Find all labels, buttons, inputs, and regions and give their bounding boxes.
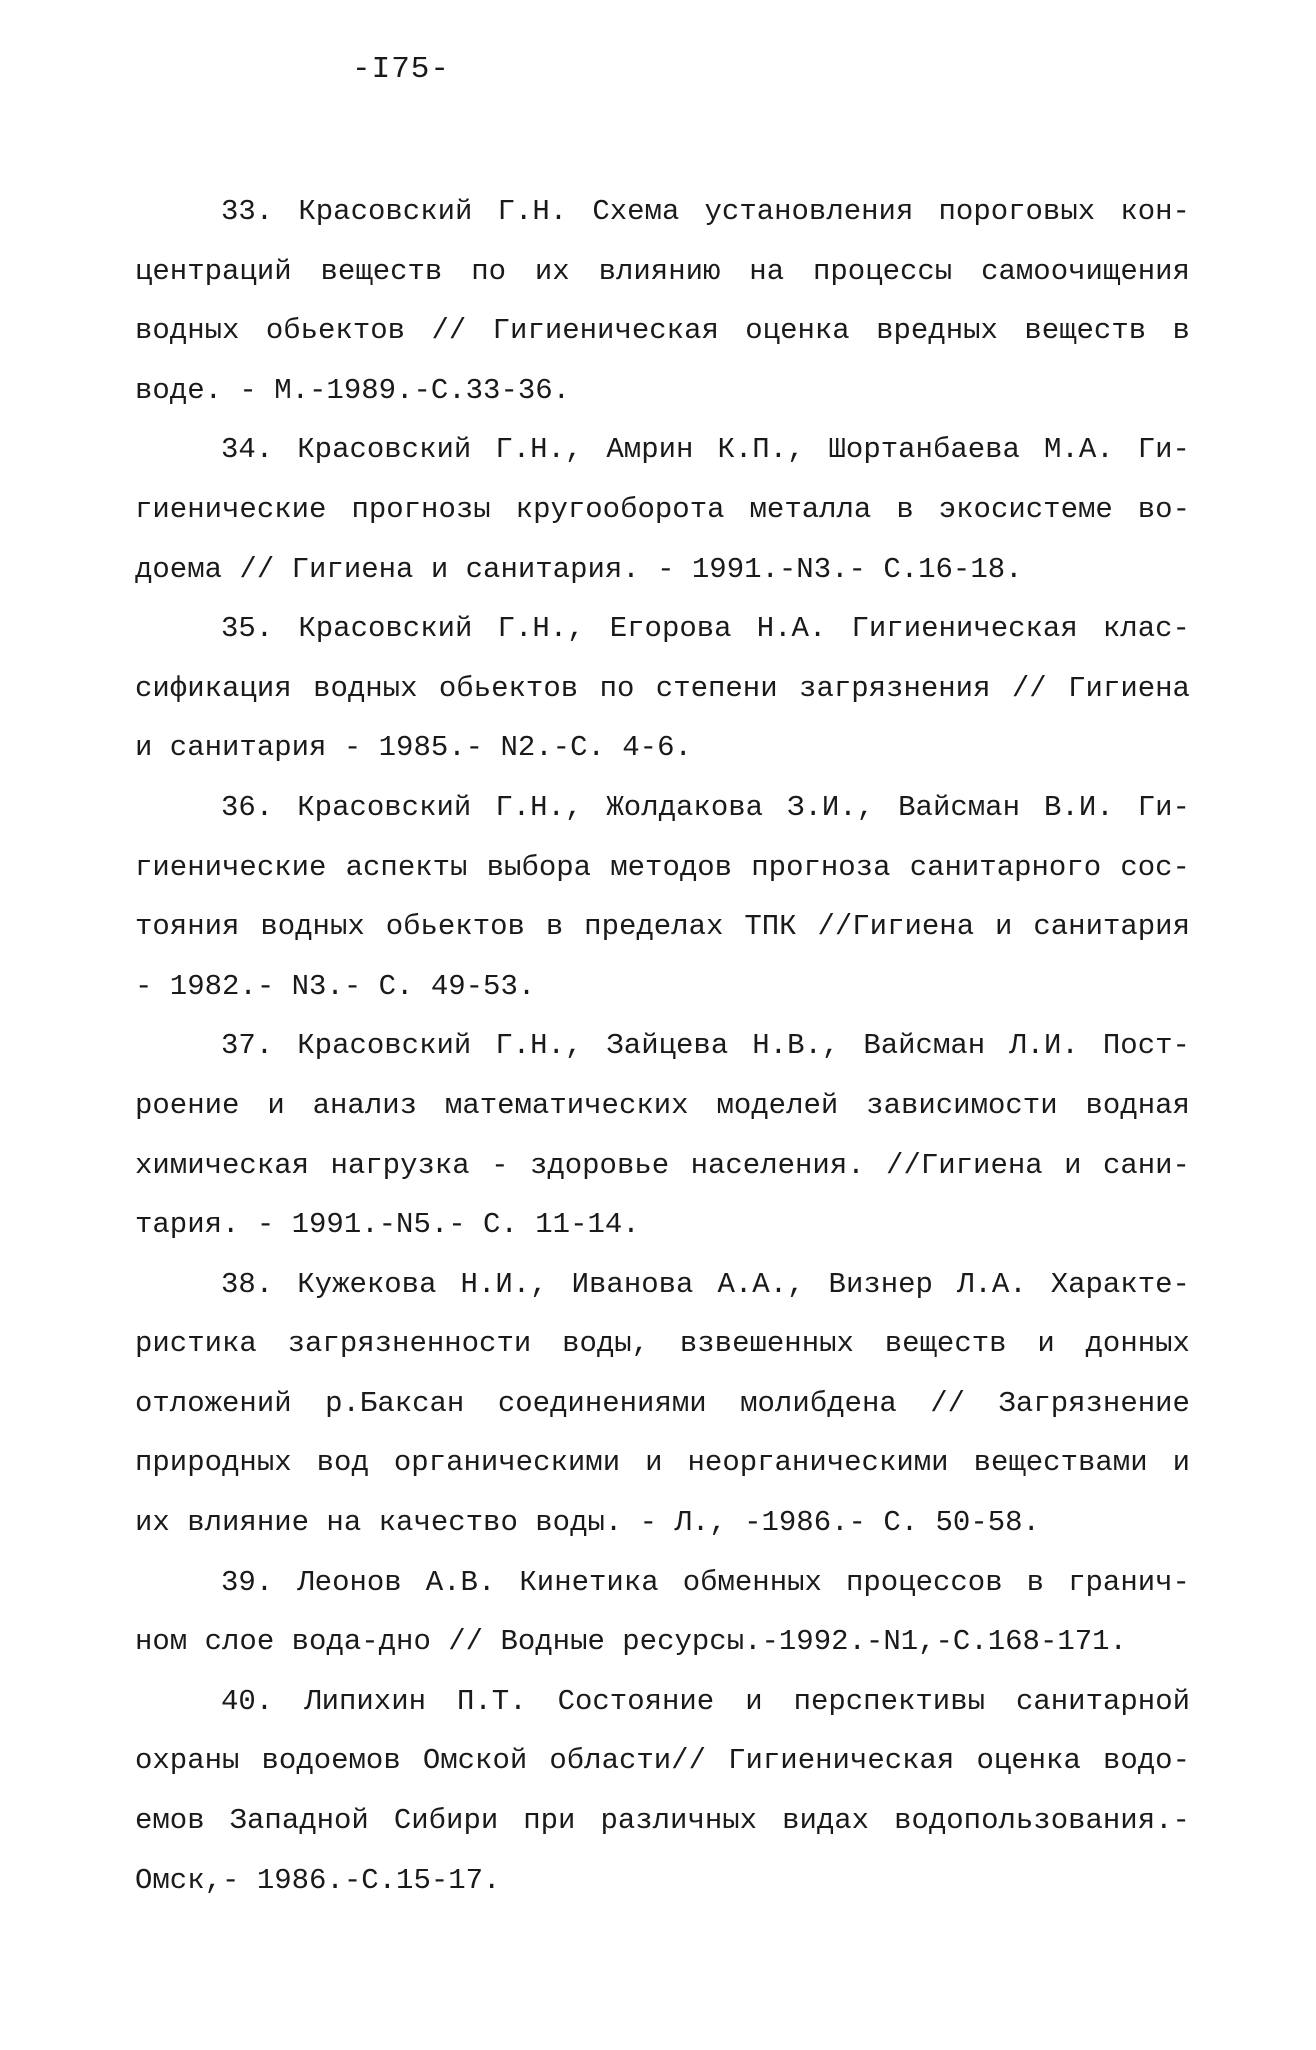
reference-line: гиенические аспекты выбора методов прогноза санитарного сос- — [135, 850, 1190, 884]
reference-line: 38. Кужекова Н.И., Иванова А.А., Визнер Л.А. Характе- — [221, 1267, 1190, 1301]
reference-line: и санитария - 1985.- N2.-С. 4-6. — [135, 731, 692, 765]
reference-line: отложений р.Баксан соединениями молибдена // Загрязнение — [135, 1386, 1190, 1420]
reference-entry — [135, 420, 1190, 599]
reference-line: 36. Красовский Г.Н., Жолдакова З.И., Вайсман В.И. Ги- — [221, 790, 1190, 824]
reference-line: охраны водоемов Омской области// Гигиеническая оценка водо- — [135, 1744, 1190, 1778]
reference-line: ристика загрязненности воды, взвешенных веществ и донных — [135, 1327, 1190, 1361]
reference-line: - 1982.- N3.- С. 49-53. — [135, 969, 536, 1003]
reference-entry — [135, 778, 1190, 1016]
reference-line: 33. Красовский Г.Н. Схема установления пороговых кон- — [221, 195, 1190, 228]
reference-entry — [135, 1016, 1190, 1254]
reference-line: химическая нагрузка - здоровье населения. //Гигиена и сани- — [135, 1148, 1190, 1182]
reference-line: тояния водных обьектов в пределах ТПК //Гигиена и санитария — [135, 910, 1190, 944]
reference-line: Омск,- 1986.-С.15-17. — [135, 1863, 501, 1897]
reference-line: емов Западной Сибири при различных видах водопользования.- — [135, 1804, 1190, 1838]
reference-line: доема // Гигиена и санитария. - 1991.-N3.- С.16-18. — [135, 552, 1023, 586]
reference-line: 39. Леонов А.В. Кинетика обменных процессов в гранич- — [221, 1565, 1190, 1599]
reference-line: сификация водных обьектов по степени загрязнения // Гигиена — [135, 671, 1190, 705]
reference-line: ном слое вода-дно // Водные ресурсы.-1992.-N1,-С.168-171. — [135, 1625, 1127, 1659]
reference-line: воде. - М.-1989.-С.33-36. — [135, 373, 571, 407]
reference-line: водных обьектов // Гигиеническая оценка вредных веществ в — [135, 314, 1190, 348]
reference-list — [135, 182, 1190, 1910]
reference-line: 34. Красовский Г.Н., Амрин К.П., Шортанбаева М.А. Ги- — [221, 433, 1190, 467]
reference-line: их влияние на качество воды. - Л., -1986.- С. 50-58. — [135, 1506, 1040, 1540]
reference-line: 40. Липихин П.Т. Состояние и перспективы санитарной — [221, 1684, 1190, 1718]
reference-line: 37. Красовский Г.Н., Зайцева Н.В., Вайсман Л.И. Пост- — [221, 1029, 1190, 1063]
reference-entry — [135, 1672, 1190, 1910]
reference-entry — [135, 182, 1190, 420]
reference-line: гиенические прогнозы кругооборота металла в экосистеме во- — [135, 492, 1190, 526]
reference-line: центраций веществ по их влиянию на процессы самоочищения — [135, 254, 1190, 288]
reference-line: тария. - 1991.-N5.- С. 11-14. — [135, 1208, 640, 1242]
reference-line: 35. Красовский Г.Н., Егорова Н.А. Гигиеническая клас- — [221, 612, 1190, 646]
page-number: -I75- — [352, 52, 451, 87]
reference-line: природных вод органическими и неорганическими веществами и — [135, 1446, 1190, 1480]
reference-line: роение и анализ математических моделей зависимости водная — [135, 1088, 1190, 1122]
reference-entry — [135, 1255, 1190, 1553]
reference-entry — [135, 1553, 1190, 1672]
reference-entry — [135, 599, 1190, 778]
